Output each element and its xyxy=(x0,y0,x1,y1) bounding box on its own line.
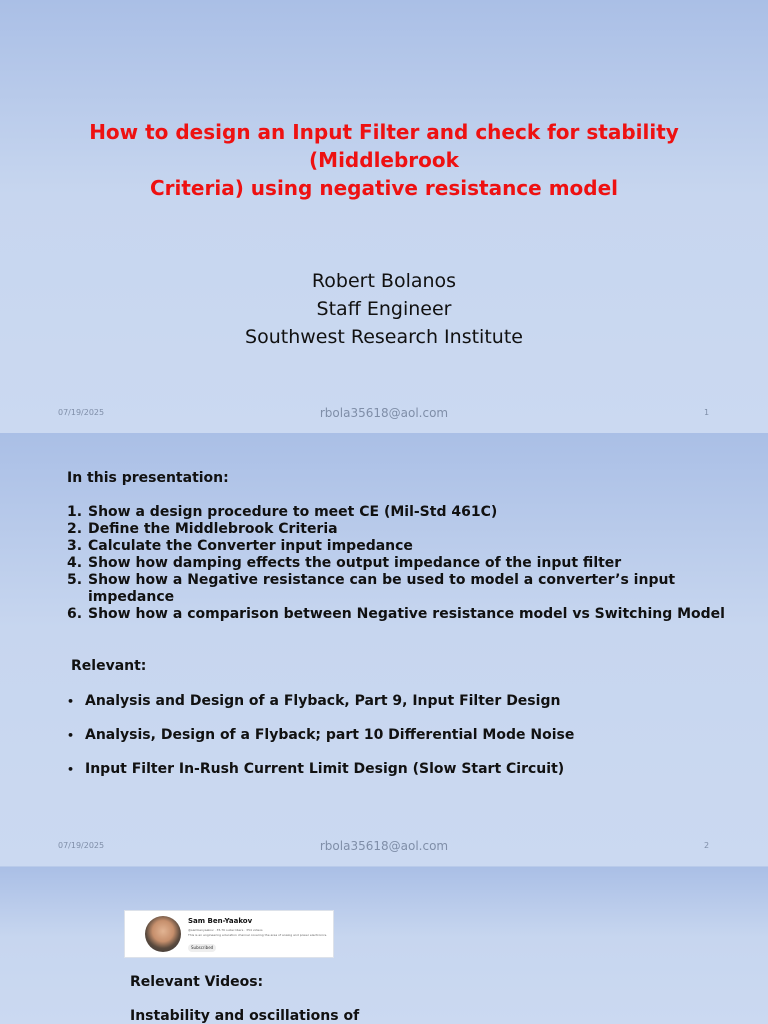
author-name: Robert Bolanos xyxy=(311,270,457,292)
videos-heading: Relevant Videos: xyxy=(130,974,264,990)
channel-card[interactable] xyxy=(124,910,334,958)
list-item: 6. Show how a comparison between Negative resistance model vs Switching Model xyxy=(67,606,725,622)
slide-2 xyxy=(0,433,768,866)
channel-name: Sam Ben-Yaakov xyxy=(188,917,253,925)
list-item: 4. Show how damping effects the output impedance of the input filter xyxy=(67,555,622,571)
subscribe-button[interactable]: Subscribed xyxy=(188,944,216,952)
relevant-link-3[interactable]: • Input Filter In-Rush Current Limit Design (Slow Start Circuit) xyxy=(67,761,565,777)
footer-page-number: 2 xyxy=(704,841,710,850)
bullet-icon: • xyxy=(67,763,75,776)
channel-meta: @sambenyaakov · 35.7K subscribers · 354 videos xyxy=(188,928,263,932)
relevant-link-2[interactable]: • Analysis, Design of a Flyback; part 10 Differential Mode Noise xyxy=(67,727,575,743)
relevant-link-1[interactable]: • Analysis and Design of a Flyback, Part 9, Input Filter Design xyxy=(67,693,561,709)
author-organization: Southwest Research Institute xyxy=(245,326,523,348)
footer-date: 07/19/2025 xyxy=(58,841,105,850)
intro-heading: In this presentation: xyxy=(67,470,229,486)
list-item: 5. Show how a Negative resistance can be used to model a converter’s input impedance xyxy=(67,572,676,605)
slide-3 xyxy=(0,867,768,1024)
title-line-2: Criteria) using negative resistance model xyxy=(149,176,619,200)
avatar xyxy=(145,916,181,952)
author-role: Staff Engineer xyxy=(316,298,452,320)
bullet-icon: • xyxy=(67,729,75,742)
footer-page-number: 1 xyxy=(704,408,710,417)
author-block xyxy=(0,267,768,351)
list-item: 3. Calculate the Converter input impedance xyxy=(67,538,413,554)
relevant-heading: Relevant: xyxy=(71,658,147,674)
video-title: Instability and oscillations of xyxy=(130,1008,360,1024)
list-item: 1. Show a design procedure to meet CE (Mil-Std 461C) xyxy=(67,504,498,520)
title-line-1: How to design an Input Filter and check for stability (Middlebrook xyxy=(89,120,679,172)
bullet-icon: • xyxy=(67,695,75,708)
list-item: 2. Define the Middlebrook Criteria xyxy=(67,521,338,537)
channel-description: This is an engineering education channel covering the area of analog and power electronics. xyxy=(188,933,328,937)
footer-date: 07/19/2025 xyxy=(58,408,105,417)
footer-email: rbola35618@aol.com xyxy=(319,839,449,853)
footer-email: rbola35618@aol.com xyxy=(319,406,449,420)
agenda-list xyxy=(67,504,757,623)
slide-1 xyxy=(0,0,768,433)
slide-title xyxy=(20,118,748,202)
